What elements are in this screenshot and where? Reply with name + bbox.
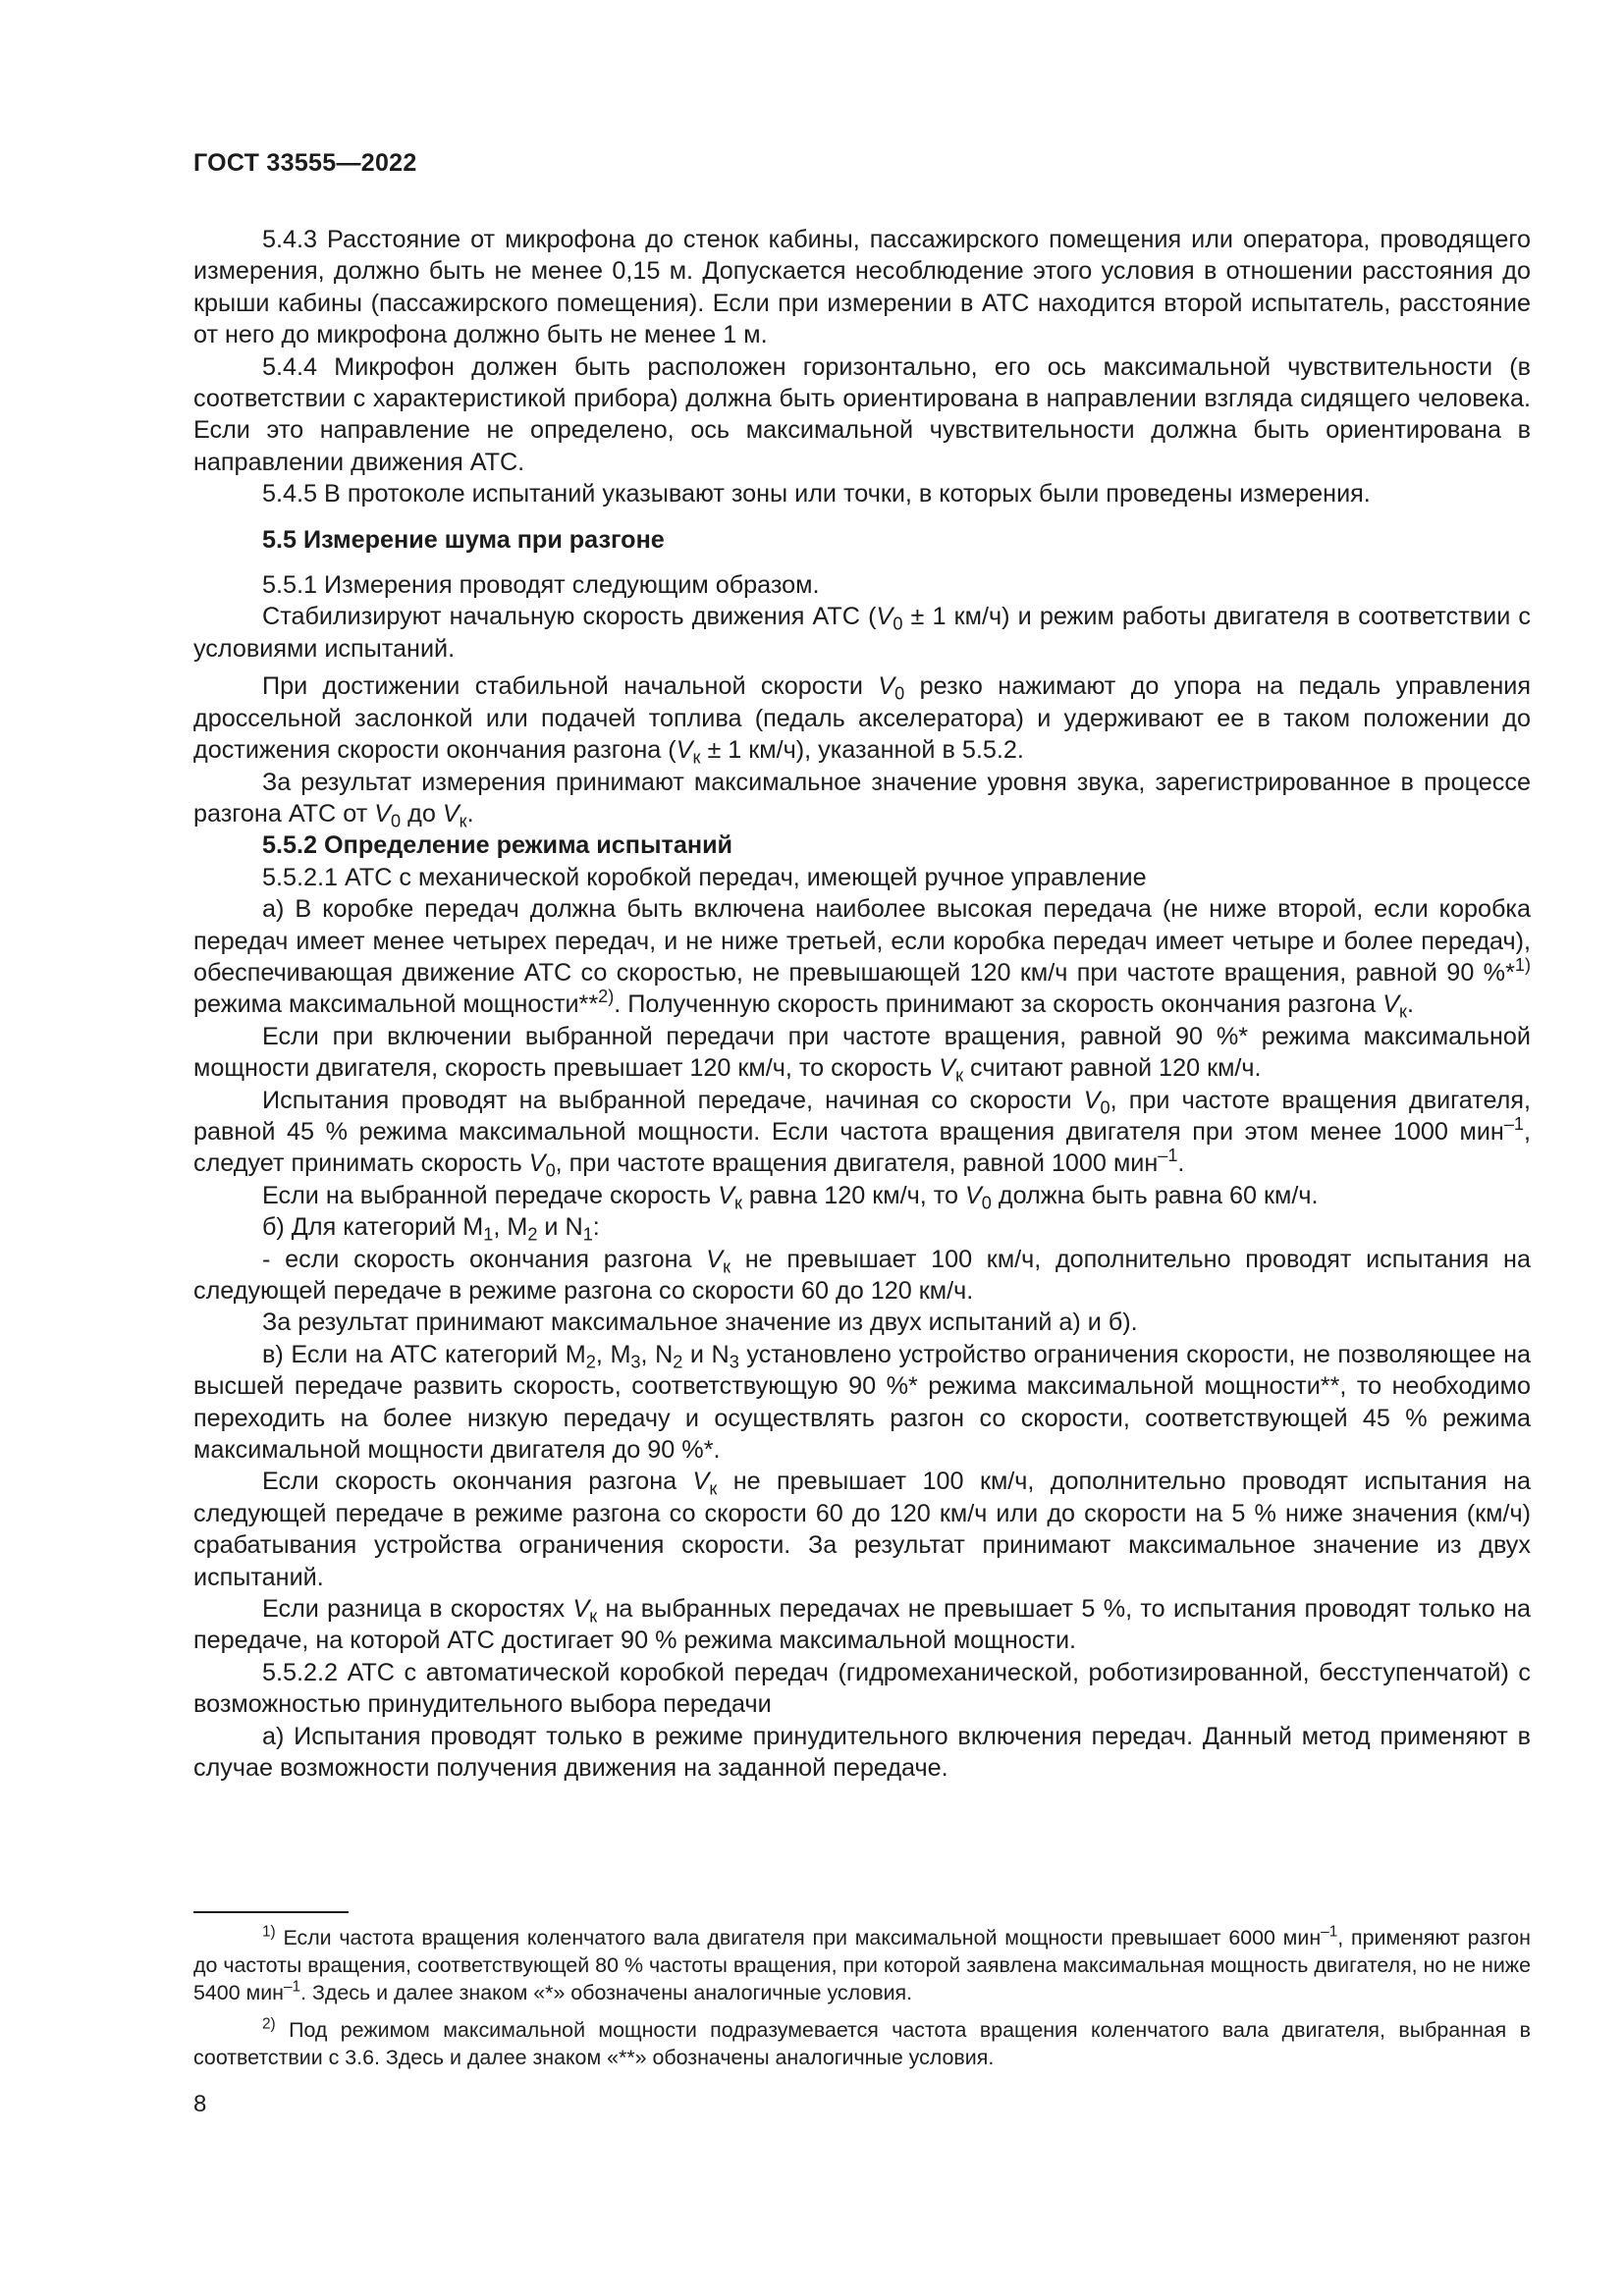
text: не превышает 100 км/ч, дополнительно проводят испытания на следующей передаче в режиме разгона со скорости 60 до 120 км/ч или до скорости на 5 % ниже значения (км/ч) срабатывания устройства ограничения скорости. За результат принимают максимальное значение из двух испытаний. xyxy=(193,1468,1531,1591)
text: , M xyxy=(595,1340,631,1368)
subscript: 1 xyxy=(582,1224,593,1245)
footnote-divider xyxy=(193,1911,349,1913)
text: . xyxy=(1177,1149,1185,1178)
paragraph-selected-gear xyxy=(193,1021,1531,1085)
subscript: 0 xyxy=(981,1193,992,1213)
subscript: 0 xyxy=(894,683,905,704)
symbol-v: V xyxy=(692,1468,710,1496)
text: Если при включении выбранной передачи при частоте вращения, равной 90 %* режима максимальной мощности двигателя, скорость превышает 120 км/ч, то скорость xyxy=(193,1022,1531,1083)
subscript: к xyxy=(955,1065,964,1086)
paragraph-reach-speed xyxy=(193,670,1531,766)
text: . xyxy=(1406,990,1414,1019)
footnote-mark: 1) xyxy=(262,1923,276,1941)
paragraph-5-4-5: 5.4.5 В протоколе испытаний указывают зоны или точки, в которых были проведены измерения. xyxy=(262,480,1371,508)
text: - если скорость окончания разгона xyxy=(262,1245,707,1273)
subscript: к xyxy=(589,1606,598,1627)
text: а) В коробке передач должна быть включена наиболее высокая передача (не ниже второй, если коробка передач имеет менее четырех передач, и не ниже третьей, если коробка передач имеет четыре и более передач), обеспечивающая движение АТС со скоростью, не превышающей 120 км/ч при частоте вращения, равной 90 %* xyxy=(193,895,1531,987)
footnotes xyxy=(193,1924,1531,2081)
subscript: 3 xyxy=(729,1352,739,1372)
text: , M xyxy=(493,1213,528,1242)
text: . xyxy=(466,799,474,828)
section-5-5-title xyxy=(193,524,1531,556)
symbol-v: V xyxy=(676,736,693,765)
subscript: к xyxy=(459,811,467,831)
paragraph-tests-selected-gear xyxy=(193,1085,1531,1180)
subscript: 2 xyxy=(673,1352,683,1372)
paragraph-limiter xyxy=(193,1466,1531,1593)
paragraph-5-4-3: 5.4.3 Расстояние от микрофона до стенок кабины, пассажирского помещения или оператора, проводящего измерения, должно быть не менее 0,15 м. Допускается несоблюдение этого условия в отношении расстояния до крыши кабины (пассажирского помещения). Если при измерении в АТС находится второй испытатель, расстояние от него до микрофона должно быть не менее 1 м. xyxy=(193,226,1531,349)
text: , следует принимать скорость xyxy=(193,1117,1531,1178)
paragraph-auto-item-a: а) Испытания проводят только в режиме принудительного включения передач. Данный метод применяют в случае возможности получения движения на заданной передаче. xyxy=(193,1722,1531,1783)
text: ± 1 км/ч) и режим работы двигателя в соответствии с условиями испытаний. xyxy=(193,603,1532,663)
document-header xyxy=(193,149,417,178)
section-5-5-title-text: 5.5 Измерение шума при разгоне xyxy=(262,525,665,554)
text: в) Если на АТС категорий M xyxy=(262,1340,586,1368)
text: За результат измерения принимают максимальное значение уровня звука, зарегистрированное в процессе разгона АТС от xyxy=(193,768,1531,828)
section-5-5-2-title: 5.5.2 Определение режима испытаний xyxy=(262,831,733,860)
text: считают равной 120 км/ч. xyxy=(963,1054,1262,1083)
paragraph-item-a xyxy=(193,893,1531,1021)
subscript: 0 xyxy=(1100,1097,1110,1117)
superscript: –1 xyxy=(1503,1114,1524,1134)
symbol-v: V xyxy=(876,603,893,631)
subscript: 0 xyxy=(893,614,903,634)
symbol-v: V xyxy=(572,1595,590,1624)
text: на выбранных передачах не превышает 5 %, то испытания проводят только на передаче, на которой АТС достигает 90 % режима максимальной мощности. xyxy=(193,1595,1531,1655)
subscript: к xyxy=(709,1478,718,1499)
subscript: к xyxy=(723,1256,731,1277)
subscript: 2 xyxy=(527,1224,538,1245)
symbol-v: V xyxy=(528,1149,546,1178)
text: Если частота вращения коленчатого вала двигателя при максимальной мощности превышает 6000 мин xyxy=(275,1926,1322,1949)
text: б) Для категорий M xyxy=(262,1213,484,1242)
doc-id: ГОСТ 33555—2022 xyxy=(193,149,417,177)
text: При достижении стабильной начальной скорости xyxy=(262,672,879,701)
subscript: 3 xyxy=(630,1352,641,1372)
footnote-ref-2: 2) xyxy=(598,987,615,1007)
text: Если скорость окончания разгона xyxy=(262,1468,693,1496)
text: , N xyxy=(640,1340,674,1368)
subscript: к xyxy=(734,1193,742,1213)
text: резко нажимают до упора на педаль управления дроссельной заслонкой или подачей топлива (педаль акселератора) и удерживают ее в таком положении до достижения скорости окончания разгона ( xyxy=(193,672,1531,765)
text: равна 120 км/ч, то xyxy=(741,1181,965,1209)
text: должна быть равна 60 км/ч. xyxy=(991,1181,1319,1209)
footnote-mark: 2) xyxy=(262,2015,276,2033)
text: Стабилизируют начальную скорость движения АТС ( xyxy=(262,603,877,631)
symbol-v: V xyxy=(939,1054,956,1083)
text: до xyxy=(401,799,443,828)
text: Под режимом максимальной мощности подразумевается частота вращения коленчатого вала двигателя, выбранная в соответствии с 3.6. Здесь и далее знаком «**» обозначены аналогичные условия. xyxy=(193,2018,1531,2069)
symbol-v: V xyxy=(1083,1086,1101,1114)
paragraph-5-4-4: 5.4.4 Микрофон должен быть расположен горизонтально, его ось максимальной чувствительности (в соответствии с характеристикой прибора) должна быть ориентирована в направлении взгляда сидящего человека. Если это направление не определено, ось максимальной чувствительности должна быть ориентирована в направлении движения АТС. xyxy=(193,352,1531,476)
text: не превышает 100 км/ч, дополнительно проводят испытания на следующей передаче в режиме разгона со скорости 60 до 120 км/ч. xyxy=(193,1245,1531,1305)
paragraph-speed-equal xyxy=(193,1180,1531,1211)
text: Испытания проводят на выбранной передаче, начиная со скорости xyxy=(262,1086,1084,1114)
body-text xyxy=(193,224,1531,1785)
text: : xyxy=(592,1213,600,1242)
paragraph-stabilize xyxy=(193,601,1531,665)
paragraph-item-v xyxy=(193,1339,1531,1467)
symbol-v: V xyxy=(718,1181,734,1209)
symbol-v: V xyxy=(706,1245,724,1273)
page-number: 8 xyxy=(193,2091,207,2117)
footnote-2 xyxy=(193,2016,1531,2071)
symbol-v: V xyxy=(374,799,392,828)
text: ± 1 км/ч), указанной в 5.5.2. xyxy=(700,736,1024,765)
symbol-v: V xyxy=(1382,990,1399,1019)
superscript: –1 xyxy=(1158,1146,1178,1166)
text: и N xyxy=(537,1213,583,1242)
paragraph-dash-item xyxy=(193,1244,1531,1308)
text: Если на выбранной передаче скорость xyxy=(262,1181,719,1209)
symbol-v: V xyxy=(442,799,460,828)
paragraph-5-5-1: 5.5.1 Измерения проводят следующим образом. xyxy=(262,571,820,600)
paragraph-item-b xyxy=(193,1211,1531,1243)
paragraph-5-5-2-2: 5.5.2.2 АТС с автоматической коробкой передач (гидромеханической, роботизированной, бесступенчатой) с возможностью принудительного выбора передачи xyxy=(193,1658,1531,1719)
paragraph-5-5-2-1: 5.5.2.1 АТС с механической коробкой передач, имеющей ручное управление xyxy=(262,863,1147,891)
subscript: 0 xyxy=(545,1160,556,1181)
text: . Здесь и далее знаком «*» обозначены аналогичные условия. xyxy=(300,1981,913,2004)
text: режима максимальной мощности** xyxy=(193,990,599,1019)
text: , при частоте вращения двигателя, равной 45 % режима максимальной мощности. Если частота вращения двигателя при этом менее 1000 мин xyxy=(193,1086,1531,1146)
text: , применяют разгон до частоты вращения, соответствующей 80 % частоты вращения, при которой заявлена максимальная мощность двигателя, но не ниже 5400 мин xyxy=(193,1926,1531,2004)
subscript: к xyxy=(692,747,701,768)
paragraph-speed-difference xyxy=(193,1593,1531,1657)
text: , при частоте вращения двигателя, равной 1000 мин xyxy=(555,1149,1159,1178)
text: . Полученную скорость принимают за скорость окончания разгона xyxy=(614,990,1383,1019)
subscript: к xyxy=(1399,1001,1407,1022)
text: установлено устройство ограничения скорости, не позволяющее на высшей передаче развить скорость, соответствующую 90 %* режима максимальной мощности**, то необходимо переходить на более низкую передачу и осуществлять разгон со скорости, соответствующей 45 % режима максимальной мощности двигателя до 90 %*. xyxy=(193,1340,1532,1465)
text: Если разница в скоростях xyxy=(262,1595,573,1624)
text: и N xyxy=(682,1340,730,1368)
paragraph-measurement-result xyxy=(193,767,1531,830)
symbol-v: V xyxy=(964,1181,982,1209)
superscript: –1 xyxy=(284,1978,301,1996)
superscript: –1 xyxy=(1321,1923,1338,1941)
subscript: 1 xyxy=(483,1224,494,1245)
paragraph-max-ab: За результат принимают максимальное значение из двух испытаний а) и б). xyxy=(262,1308,1138,1337)
subscript: 0 xyxy=(391,811,402,831)
subscript: 2 xyxy=(585,1352,596,1372)
symbol-v: V xyxy=(878,672,895,701)
footnote-ref-1: 1) xyxy=(1514,954,1531,975)
footnote-1 xyxy=(193,1924,1531,2006)
